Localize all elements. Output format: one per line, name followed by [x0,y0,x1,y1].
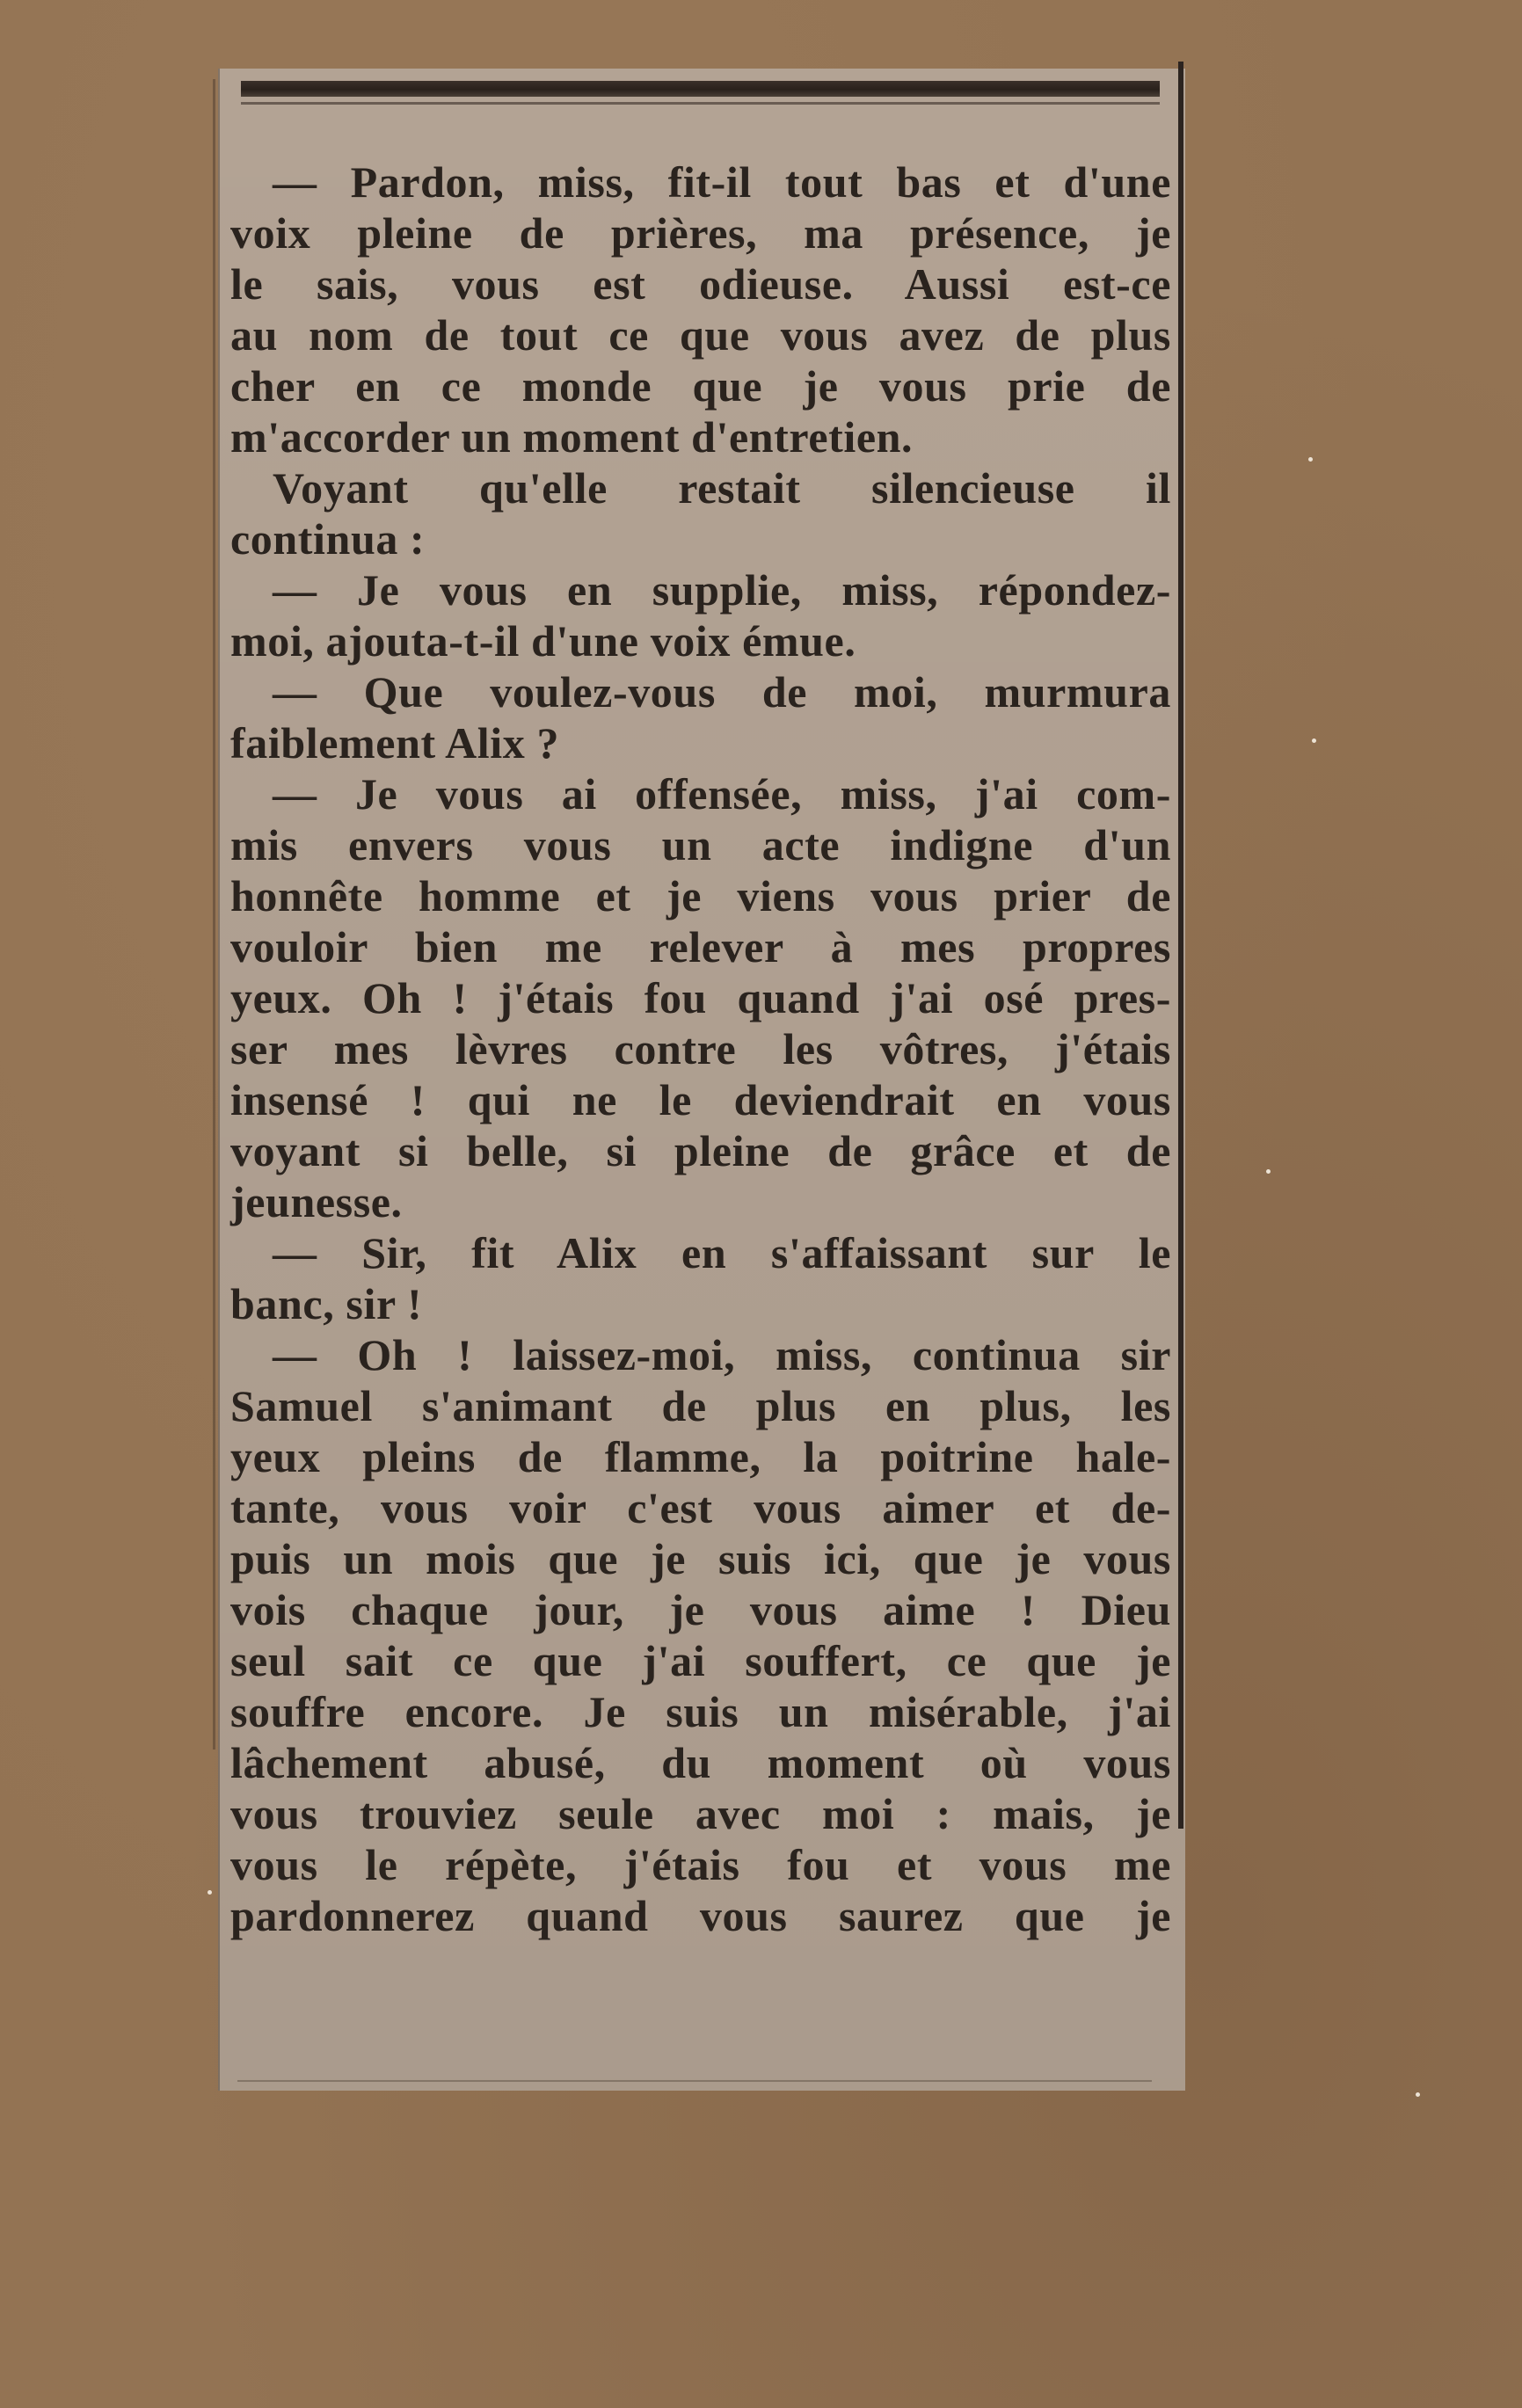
text-line: le sais, vous est odieuse. Aussi est-ce [230,259,1171,309]
text-line: ser mes lèvres contre les vôtres, j'étais [230,1024,1171,1073]
text-line: vouloir bien me relever à mes propres [230,922,1171,971]
text-line: mis envers vous un acte indigne d'un [230,820,1171,869]
text-line: vois chaque jour, je vous aime ! Dieu [230,1585,1171,1634]
text-line: yeux. Oh ! j'étais fou quand j'ai osé pres- [230,973,1171,1022]
text-line: au nom de tout ce que vous avez de plus [230,310,1171,360]
text-line: vous trouviez seule avec moi : mais, je [230,1789,1171,1838]
paper-speck [1416,2092,1420,2097]
column-rule-left [213,79,215,1750]
text-line: pardonnerez quand vous saurez que je [230,1891,1171,1940]
text-line: faiblement Alix ? [230,718,560,768]
paper-speck [1266,1169,1271,1174]
text-line: — Sir, fit Alix en s'affaissant sur le [273,1228,1171,1277]
text-line: yeux pleins de flamme, la poitrine hale- [230,1432,1171,1481]
text-line: — Que voulez-vous de moi, murmura [273,667,1171,717]
text-line: Voyant qu'elle restait silencieuse il [273,463,1171,513]
text-line: lâchement abusé, du moment où vous [230,1738,1171,1787]
article-text [230,156,1171,1941]
text-line: seul sait ce que j'ai souffert, ce que je [230,1636,1171,1685]
header-rule-thin [241,102,1160,105]
text-line: vous le répète, j'étais fou et vous me [230,1840,1171,1889]
text-line: insensé ! qui ne le deviendrait en vous [230,1075,1171,1124]
text-line: — Pardon, miss, fit-il tout bas et d'une [273,157,1171,207]
text-line: — Oh ! laissez-moi, miss, continua sir [273,1330,1171,1379]
paper-speck [208,1890,212,1895]
text-line: voix pleine de prières, ma présence, je [230,208,1171,258]
header-rule [241,81,1160,97]
text-line: Samuel s'animant de plus en plus, les [230,1381,1171,1430]
text-line: voyant si belle, si pleine de grâce et de [230,1126,1171,1175]
bottom-rule [237,2080,1152,2082]
text-line: — Je vous en supplie, miss, répondez- [273,565,1171,615]
text-line: banc, sir ! [230,1279,423,1328]
text-line: cher en ce monde que je vous prie de [230,361,1171,411]
paper-speck [1312,738,1316,743]
text-line: continua : [230,514,426,564]
text-line: puis un mois que je suis ici, que je vous [230,1534,1171,1583]
text-line: m'accorder un moment d'entretien. [230,412,914,462]
clipping-edge [218,69,220,2091]
text-line: honnête homme et je viens vous prier de [230,871,1171,920]
text-line: tante, vous voir c'est vous aimer et de- [230,1483,1171,1532]
text-line: — Je vous ai offensée, miss, j'ai com- [273,769,1171,818]
paper-speck [1308,457,1313,462]
text-line: moi, ajouta-t-il d'une voix émue. [230,616,856,666]
text-line: souffre encore. Je suis un misérable, j'ai [230,1687,1171,1736]
column-rule-right [1178,62,1183,1829]
text-line: jeunesse. [230,1177,403,1226]
